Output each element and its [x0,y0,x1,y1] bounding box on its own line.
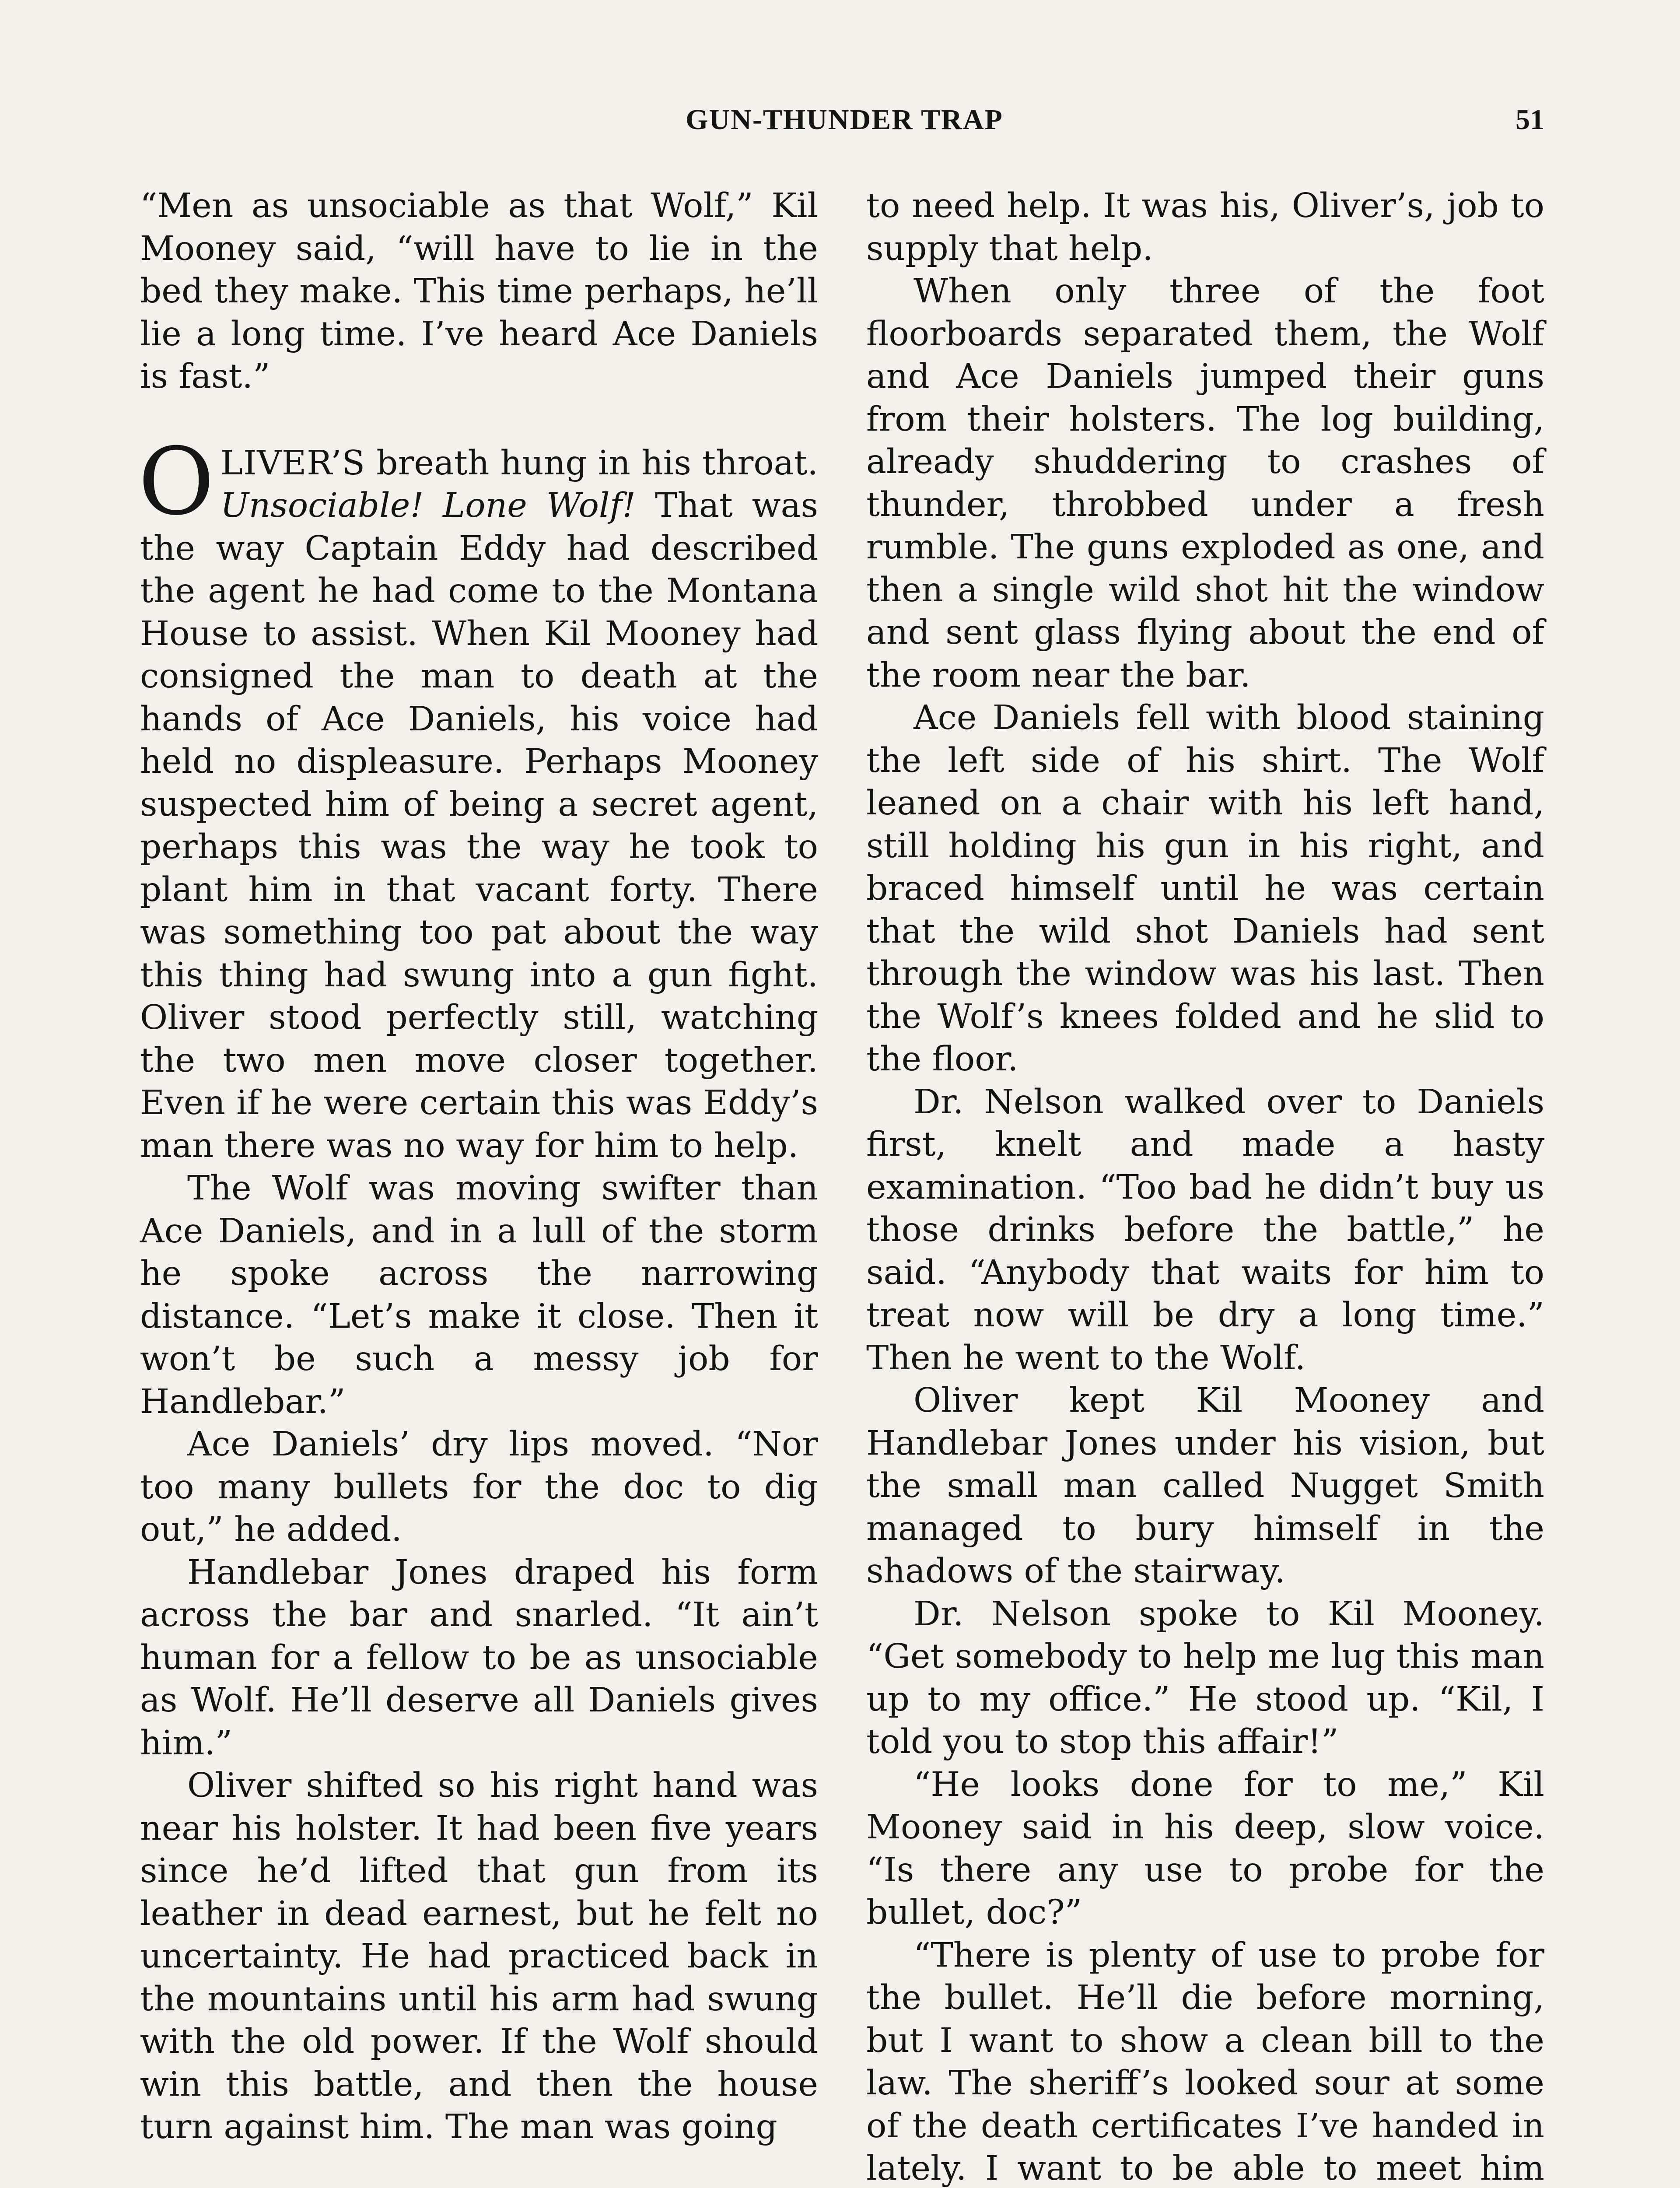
paragraph: Dr. Nelson walked over to Daniels first, knelt and made a hasty examination. “Too bad he didn’t buy us those drinks before the battle,” he said. “Anybody that waits for him to treat now will be dry a long time.” Then he went to the Wolf. [866,1082,1544,1378]
paragraph: to need help. It was his, Oliver’s, job to supply that help. [866,186,1544,268]
drop-cap: O [138,427,214,536]
lead-word: LIVER’S [220,443,366,483]
paragraph: Dr. Nelson spoke to Kil Mooney. “Get somebody to help me lug this man up to my office.” He stood up. “Kil, I told you to stop this affair!” [866,1594,1544,1761]
text-run: breath hung in his throat. [365,443,818,483]
text-run: That was the way Captain Eddy had described the agent he had come to the Montana House to assist. When Kil Mooney had consigned the man to death at the hands of Ace Daniels, his voice had held no displeasure. Perhaps Mooney suspected him of being a secret agent, perhaps this was the way he took to plant him in that vacant forty. There was something too pat about the way this thing had swung into a gun fight. Oliver stood perfectly still, watching the two men move closer together. Even if he were certain this was Eddy’s man there was no way for him to help. [140,486,818,1165]
paragraph: Ace Daniels fell with blood staining the left side of his shirt. The Wolf leaned on a chair with his left hand, still holding his gun in his right, and braced himself until he was certain that the wild shot Daniels had sent through the window was his last. Then the Wolf’s knees folded and he slid to the floor. [866,698,1544,1079]
paragraph: “There is plenty of use to probe for the bullet. He’ll die before morning, but I want to show a clean bill to the law. The sheriff’s looked sour at some of the death certificates I’ve handed in lately. I want to be able to meet him [866,1936,1544,2188]
paragraph: Handlebar Jones draped his form across the bar and snarled. “It ain’t human for a fellow to be as unsociable as Wolf. He’ll deserve all Daniels gives him.” [140,1553,818,1763]
paragraph: Ace Daniels’ dry lips moved. “Nor too many bullets for the doc to dig out,” he added. [140,1425,818,1549]
right-column [866,185,1544,2188]
left-column [140,185,818,2149]
paragraph: Oliver kept Kil Mooney and Handlebar Jones under his vision, but the small man called Nugget Smith managed to bury himself in the shadows of the stairway. [866,1381,1544,1591]
paragraph: When only three of the foot floorboards separated them, the Wolf and Ace Daniels jumped their guns from their holsters. The log building, already shuddering to crashes of thunder, throbbed under a fresh rumble. The guns exploded as one, and then a single wild shot hit the window and sent glass flying about the end of the room near the bar. [866,272,1544,695]
running-title: GUN-THUNDER TRAP [686,104,1003,136]
section-opening-paragraph [138,427,818,1168]
page-header [144,103,1544,143]
paragraph: “Men as unsociable as that Wolf,” Kil Mooney said, “will have to lie in the bed they make. This time perhaps, he’ll lie a long time. I’ve heard Ace Daniels is fast.” [140,186,818,396]
paragraph: The Wolf was moving swifter than Ace Daniels, and in a lull of the storm he spoke across the narrowing distance. “Let’s make it close. Then it won’t be such a messy job for Handlebar.” [140,1169,818,1421]
paragraph: Oliver shifted so his right hand was near his holster. It had been five years since he’d lifted that gun from its leather in dead earnest, but he felt no uncertainty. He had practiced back in the mountains until his arm had swung with the old power. If the Wolf should win this battle, and then the house turn against him. The man was going [140,1766,818,2146]
italic-text: Unsociable! Lone Wolf! [220,486,636,525]
page-number: 51 [1516,104,1544,136]
paragraph: “He looks done for to me,” Kil Mooney said in his deep, slow voice. “Is there any use to probe for the bullet, doc?” [866,1765,1544,1932]
